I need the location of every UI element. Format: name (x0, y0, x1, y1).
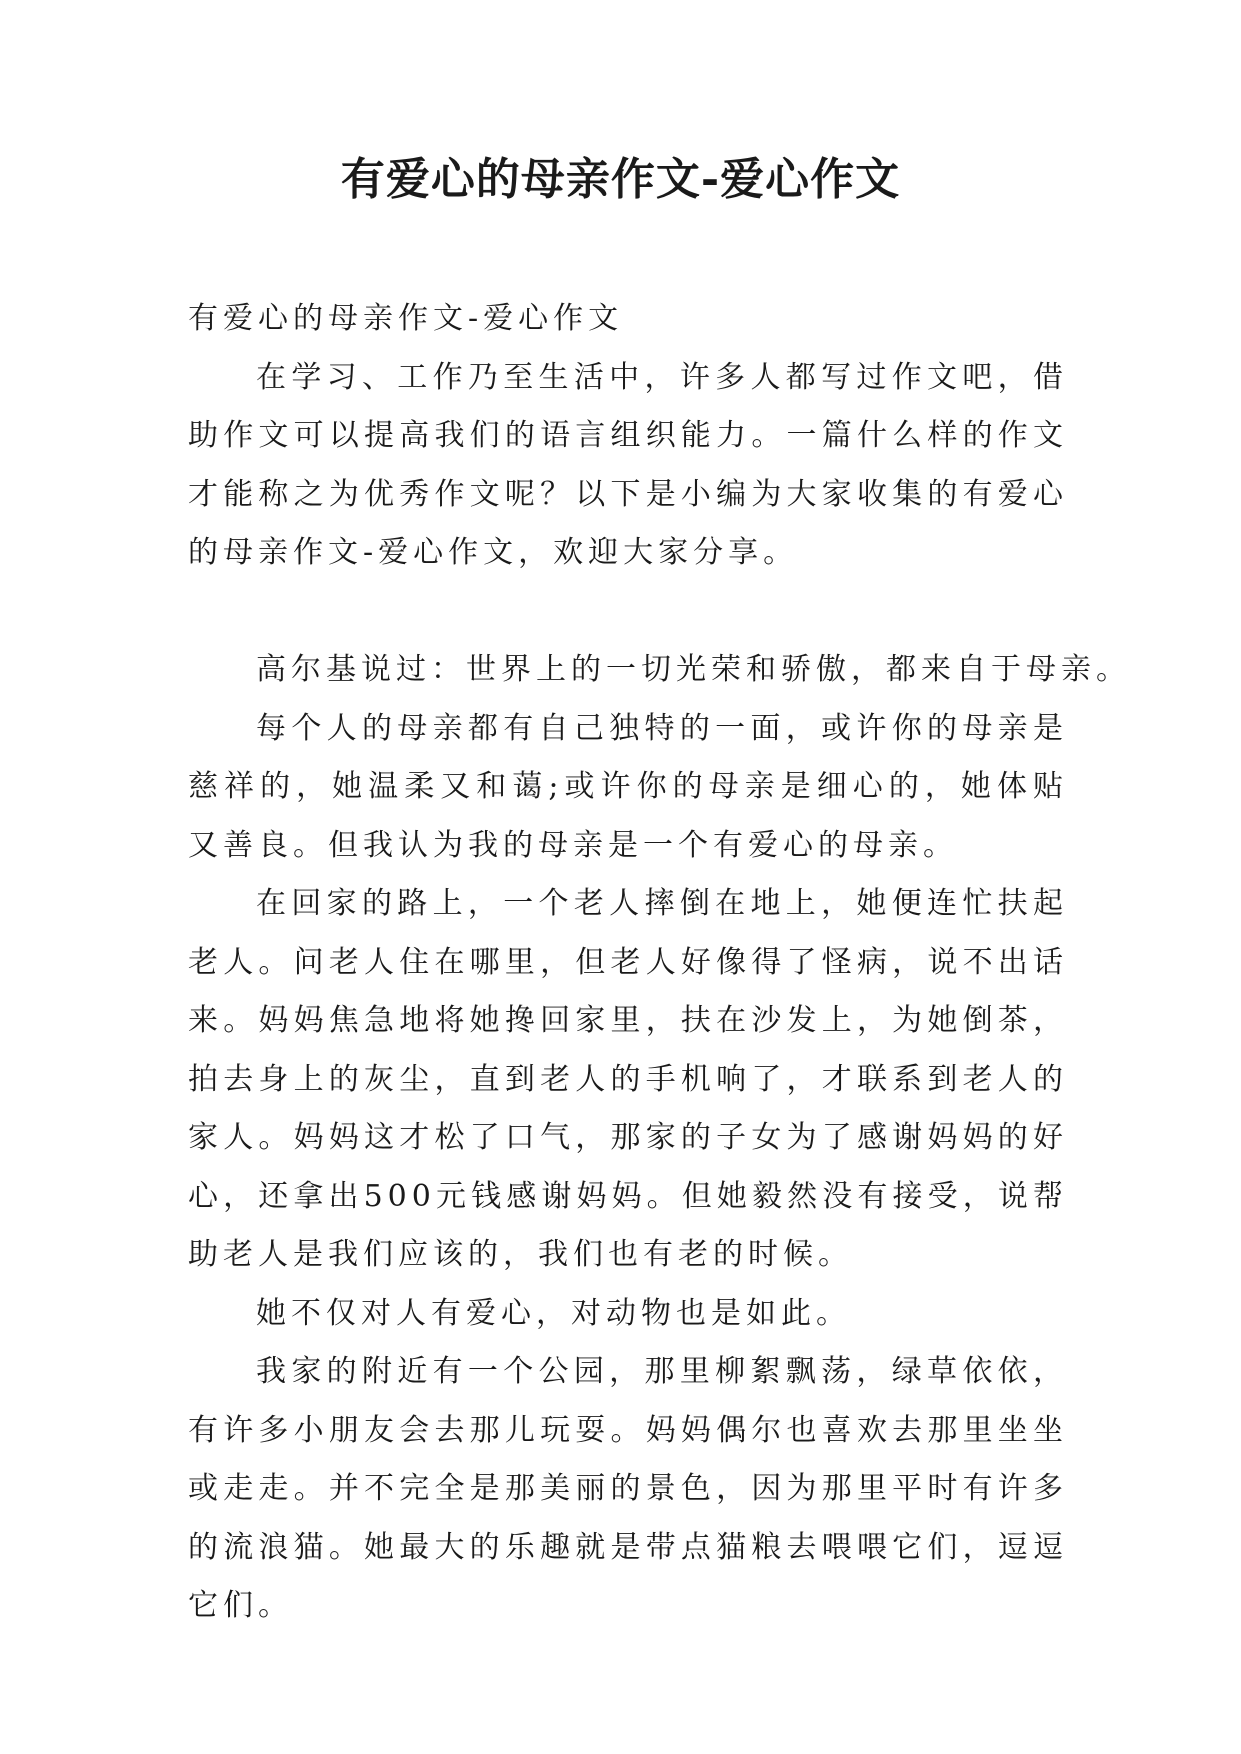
paragraph-quote: 高尔基说过：世界上的一切光荣和骄傲，都来自于母亲。 (256, 652, 1131, 687)
document-title: 有爱心的母亲作文-爱心作文 (340, 154, 901, 205)
paragraph-intro: 在学习、工作乃至生活中，许多人都写过作文吧，借助作文可以提高我们的语言组织能力。一篇什么样的作文才能称之为优秀作文呢？以下是小编为大家收集的有爱心的母亲作文-爱心作文，欢迎大家分享。 (188, 359, 1068, 570)
document-body (188, 290, 1131, 1636)
paragraph-spacer (188, 583, 1068, 642)
paragraph-mothers: 每个人的母亲都有自己独特的一面，或许你的母亲是慈祥的，她温柔又和蔼;或许你的母亲是细心的，她体贴又善良。但我认为我的母亲是一个有爱心的母亲。 (188, 710, 1068, 863)
paragraph-park: 我家的附近有一个公园，那里柳絮飘荡，绿草依依，有许多小朋友会去那儿玩耍。妈妈偶尔也喜欢去那里坐坐或走走。并不完全是那美丽的景色，因为那里平时有许多的流浪猫。她最大的乐趣就是带点猫粮去喂喂它们，逗逗它们。 (188, 1354, 1068, 1623)
paragraph-animals: 她不仅对人有爱心，对动物也是如此。 (256, 1295, 851, 1331)
paragraph-old-man: 在回家的路上，一个老人摔倒在地上，她便连忙扶起老人。问老人住在哪里，但老人好像得了怪病，说不出话来。妈妈焦急地将她搀回家里，扶在沙发上，为她倒茶，拍去身上的灰尘，直到老人的手机响了，才联系到老人的家人。妈妈这才松了口气，那家的子女为了感谢妈妈的好心，还拿出500元钱感谢妈妈。但她毅然没有接受，说帮助老人是我们应该的，我们也有老的时候。 (188, 886, 1068, 1272)
document-subtitle: 有爱心的母亲作文-爱心作文 (188, 301, 624, 336)
